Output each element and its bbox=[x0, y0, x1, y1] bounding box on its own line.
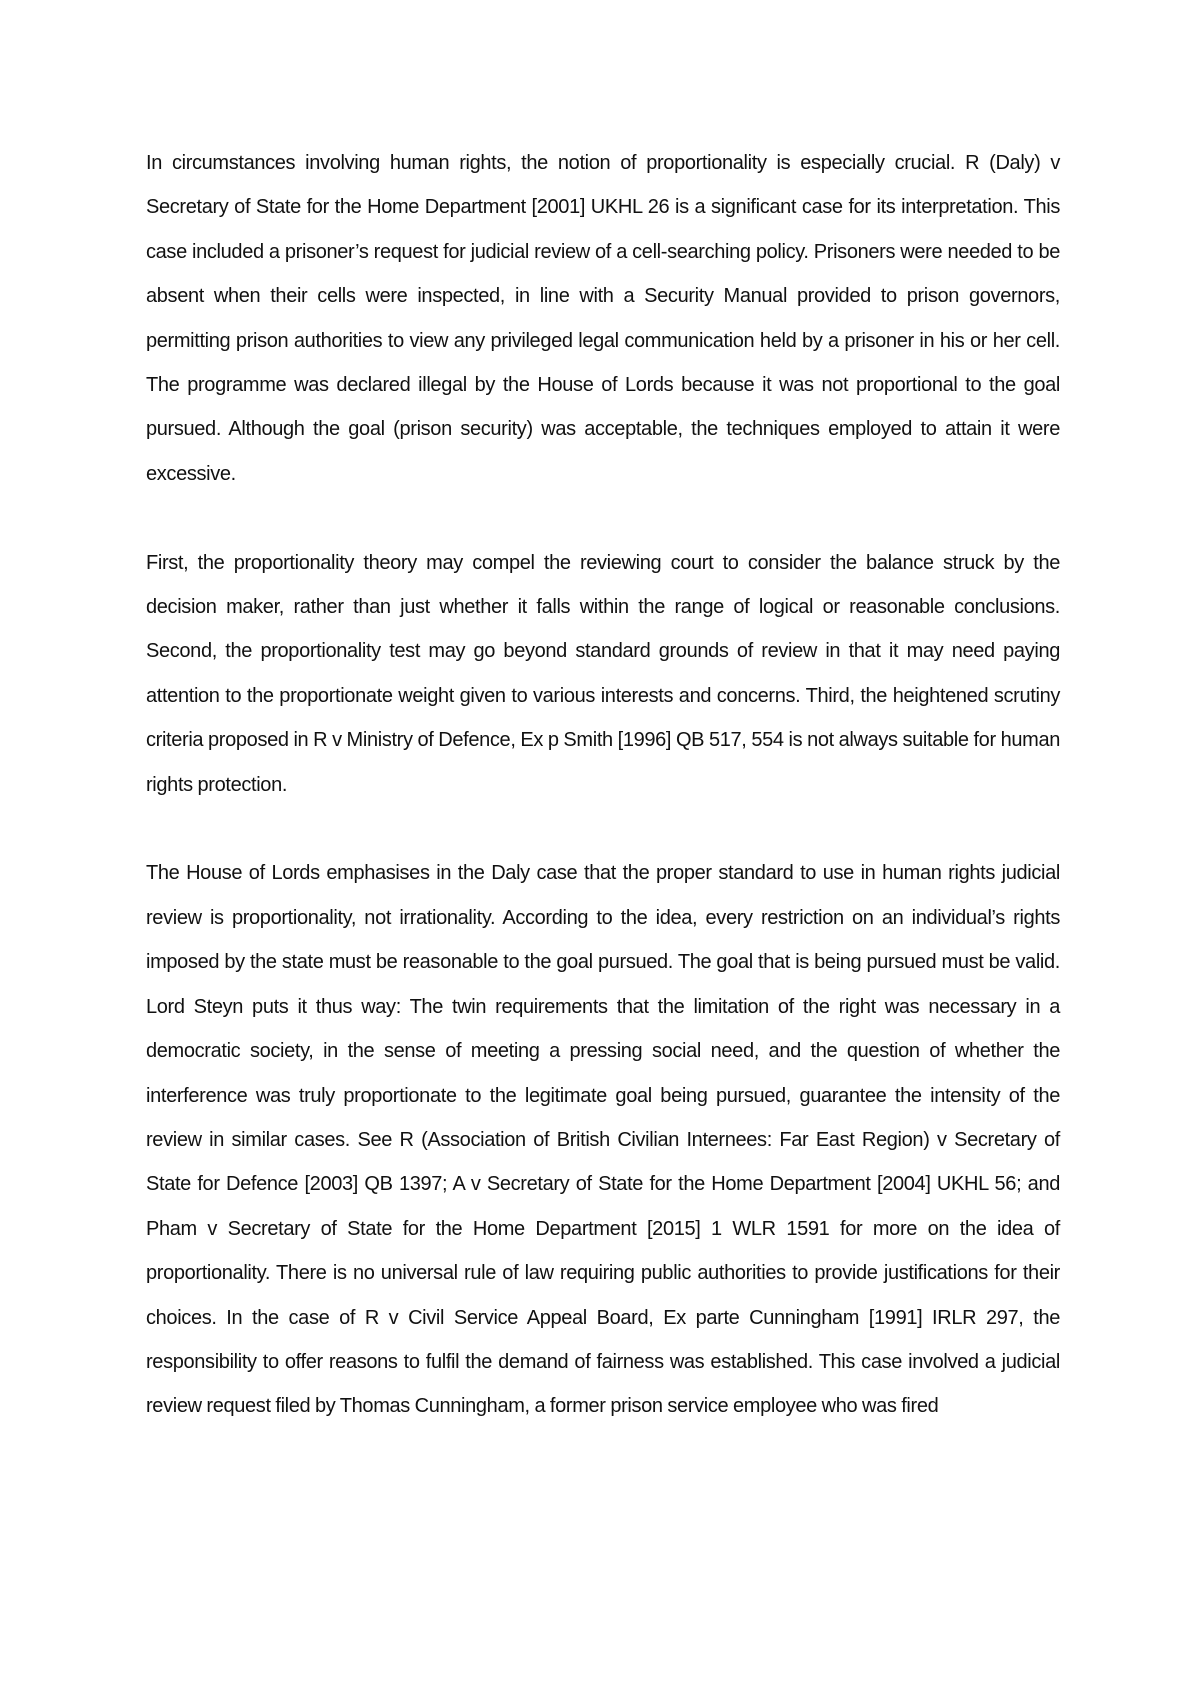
paragraph-proportionality-daly: In circumstances involving human rights, the notion of proportionality is especially crucial. R (Daly) v Secretary of State for the Home Department [2001] UKHL 26 is a significant case for its interpretation. This case included a prisoner’s request for judicial review of a cell-searching policy. Prisoners were needed to be absent when their cells were inspected, in line with a Security Manual provided to prison governors, permitting prison authorities to view any privileged legal communication held by a prisoner in his or her cell. The programme was declared illegal by the House of Lords because it was not proportional to the goal pursued. Although the goal (prison security) was acceptable, the techniques employed to attain it were excessive. bbox=[146, 152, 1060, 485]
paragraph-house-of-lords-daly: The House of Lords emphasises in the Daly case that the proper standard to use in human rights judicial review is proportionality, not irrationality. According to the idea, every restriction on an individual’s rights imposed by the state must be reasonable to the goal pursued. The goal that is being pursued must be valid. Lord Steyn puts it thus way: The twin requirements that the limitation of the right was necessary in a democratic society, in the sense of meeting a pressing social need, and the question of whether the interference was truly proportionate to the legitimate goal being pursued, guarantee the intensity of the review in similar cases. See R (Association of British Civilian Internees: Far East Region) v Secretary of State for Defence [2003] QB 1397; A v Secretary of State for the Home Department [2004] UKHL 56; and Pham v Secretary of State for the Home Department [2015] 1 WLR 1591 for more on the idea of proportionality. There is no universal rule of law requiring public authorities to provide justifications for their choices. In the case of R v Civil Service Appeal Board, Ex parte Cunningham [1991] IRLR 297, the responsibility to offer reasons to fulfil the demand of fairness was established. This case involved a judicial review request filed by Thomas Cunningham, a former prison service employee who was fired bbox=[146, 862, 1060, 1418]
paragraph-proportionality-theory: First, the proportionality theory may compel the reviewing court to consider the balance struck by the decision maker, rather than just whether it falls within the range of logical or reasonable conclusions. Second, the proportionality test may go beyond standard grounds of review in that it may need paying attention to the proportionate weight given to various interests and concerns. Third, the heightened scrutiny criteria proposed in R v Ministry of Defence, Ex p Smith [1996] QB 517, 554 is not always suitable for human rights protection. bbox=[146, 551, 1060, 796]
document-body bbox=[146, 141, 1060, 1429]
